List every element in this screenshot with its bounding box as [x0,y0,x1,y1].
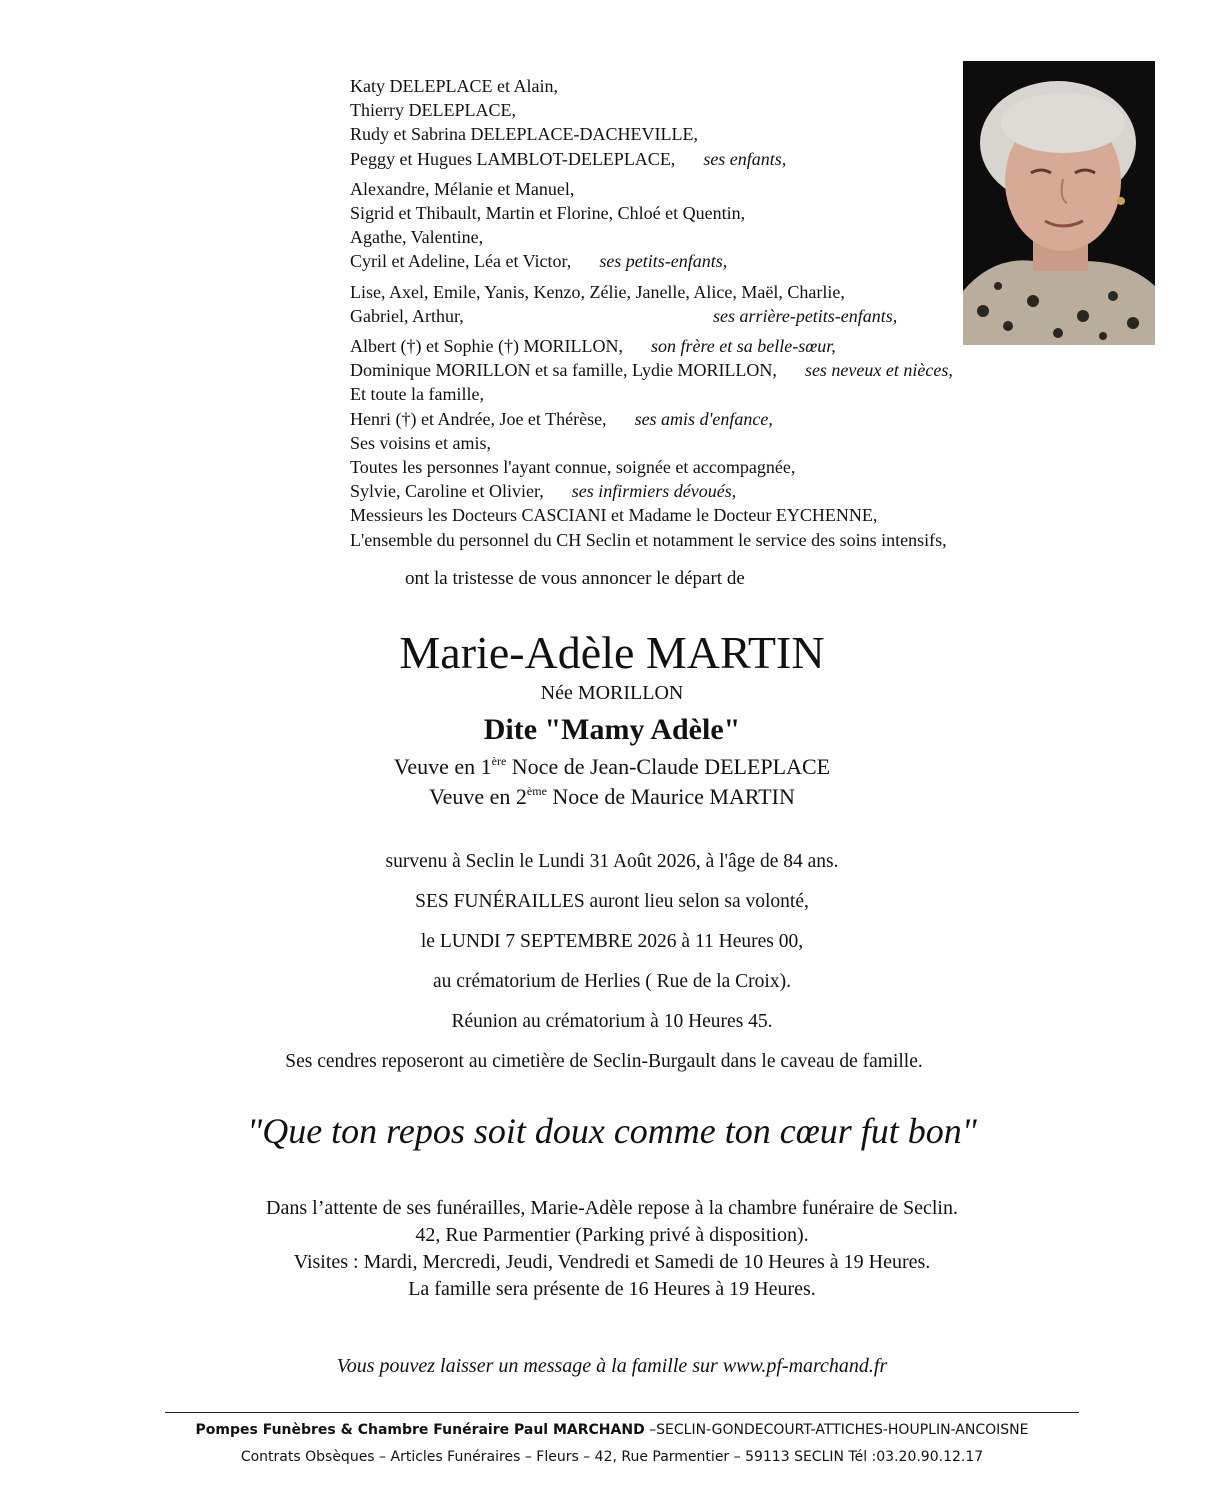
footer-contact: Contrats Obsèques – Articles Funéraires – Fleurs – 42, Rue Parmentier – 59113 SECLIN Tél :03.20.90.12.17 [240,1449,984,1465]
rest-location: Dans l’attente de ses funérailles, Marie-Adèle repose à la chambre funéraire de Seclin. [266,1197,958,1219]
death-details: survenu à Seclin le Lundi 31 Août 2026, à l'âge de 84 ans. [385,851,839,872]
family-line: Rudy et Sabrina DELEPLACE-DACHEVILLE, [350,124,698,145]
family-line [350,249,1070,273]
company-locations: –SECLIN-GONDECOURT-ATTICHES-HOUPLIN-ANCOISNE [644,1422,1029,1438]
family-presence: La famille sera présente de 16 Heures à 19 Heures. [408,1278,816,1300]
relation-label: ses amis d'enfance, [634,408,773,429]
footer-divider [165,1412,1079,1413]
relation-label: ses petits-enfants, [599,251,728,272]
widow-text: Veuve en 1 [393,754,492,779]
family-names: Albert (†) et Sophie (†) MORILLON, [350,336,623,357]
family-line: Agathe, Valentine, [350,227,484,248]
family-children [350,74,1070,171]
family-line: Sigrid et Thibault, Martin et Florine, Chloé et Quentin, [350,203,746,224]
family-line [350,479,1070,503]
announcement-line: ont la tristesse de vous annoncer le départ de [405,568,745,589]
family-grandchildren [350,177,1070,274]
family-line: Ses voisins et amis, [350,432,492,453]
family-line [350,334,1070,358]
family-line [350,358,1070,382]
funeral-notice: SES FUNÉRAILLES auront lieu selon sa volonté, [415,891,809,912]
relation-label: son frère et sa belle-sœur, [650,336,836,357]
family-line: Katy DELEPLACE et Alain, [350,76,558,96]
family-line: Thierry DELEPLACE, [350,100,516,121]
family-line: Messieurs les Docteurs CASCIANI et Madame le Docteur EYCHENNE, [350,505,878,526]
family-line: Et toute la famille, [350,384,484,405]
family-line: L'ensemble du personnel du CH Seclin et notamment le service des soins intensifs, [350,529,947,550]
widow-line-2 [0,784,1214,810]
family-list [350,74,1070,558]
ordinal-suffix: ème [526,784,547,798]
family-names: Cyril et Adeline, Léa et Victor, [350,251,572,272]
family-line [350,407,1070,431]
family-line [350,304,1070,328]
message-invite[interactable]: Vous pouvez laisser un message à la famille sur www.pf-marchand.fr [336,1355,888,1377]
footer-company [0,1422,1214,1438]
family-great-grandchildren [350,280,1070,328]
widow-text: Noce de Jean-Claude DELEPLACE [506,754,831,779]
visiting-hours: Visites : Mardi, Mercredi, Jeudi, Vendredi et Samedi de 10 Heures à 19 Heures. [293,1251,931,1273]
family-line: Toutes les personnes l'ayant connue, soignée et accompagnée, [350,457,796,478]
address-line: 42, Rue Parmentier (Parking privé à disposition). [415,1224,809,1246]
funeral-location: au crématorium de Herlies ( Rue de la Croix). [433,971,791,992]
family-names: Henri (†) et Andrée, Joe et Thérèse, [350,408,607,429]
widow-line-1 [0,754,1214,780]
relation-label: ses arrière-petits-enfants, [713,305,898,326]
family-line: Alexandre, Mélanie et Manuel, [350,178,575,199]
relation-label: ses enfants, [703,148,787,169]
nickname: Dite "Mamy Adèle" [483,713,741,746]
company-name: Pompes Funèbres & Chambre Funéraire Paul MARCHAND [195,1422,645,1438]
widow-text: Veuve en 2 [429,784,527,809]
family-names: Dominique MORILLON et sa famille, Lydie MORILLON, [350,360,777,381]
family-line [350,147,1070,171]
family-names: Sylvie, Caroline et Olivier, [350,481,544,502]
family-names: Peggy et Hugues LAMBLOT-DELEPLACE, [350,148,676,169]
maiden-name: Née MORILLON [540,682,684,704]
funeral-date: le LUNDI 7 SEPTEMBRE 2026 à 11 Heures 00, [420,931,804,952]
ordinal-suffix: ère [491,754,507,768]
family-others [350,334,1070,552]
deceased-name: Marie-Adèle MARTIN [399,627,825,678]
widow-text: Noce de Maurice MARTIN [546,784,795,809]
memorial-quote: "Que ton repos soit doux comme ton cœur fut bon" [247,1111,977,1151]
ashes-location: Ses cendres reposeront au cimetière de Seclin-Burgault dans le caveau de famille. [285,1051,923,1072]
relation-label: ses neveux et nièces, [804,360,953,381]
relation-label: ses infirmiers dévoués, [571,481,737,502]
meeting-time: Réunion au crématorium à 10 Heures 45. [451,1011,773,1032]
family-names: Gabriel, Arthur, [350,305,464,326]
family-line: Lise, Axel, Emile, Yanis, Kenzo, Zélie, Janelle, Alice, Maël, Charlie, [350,281,845,302]
